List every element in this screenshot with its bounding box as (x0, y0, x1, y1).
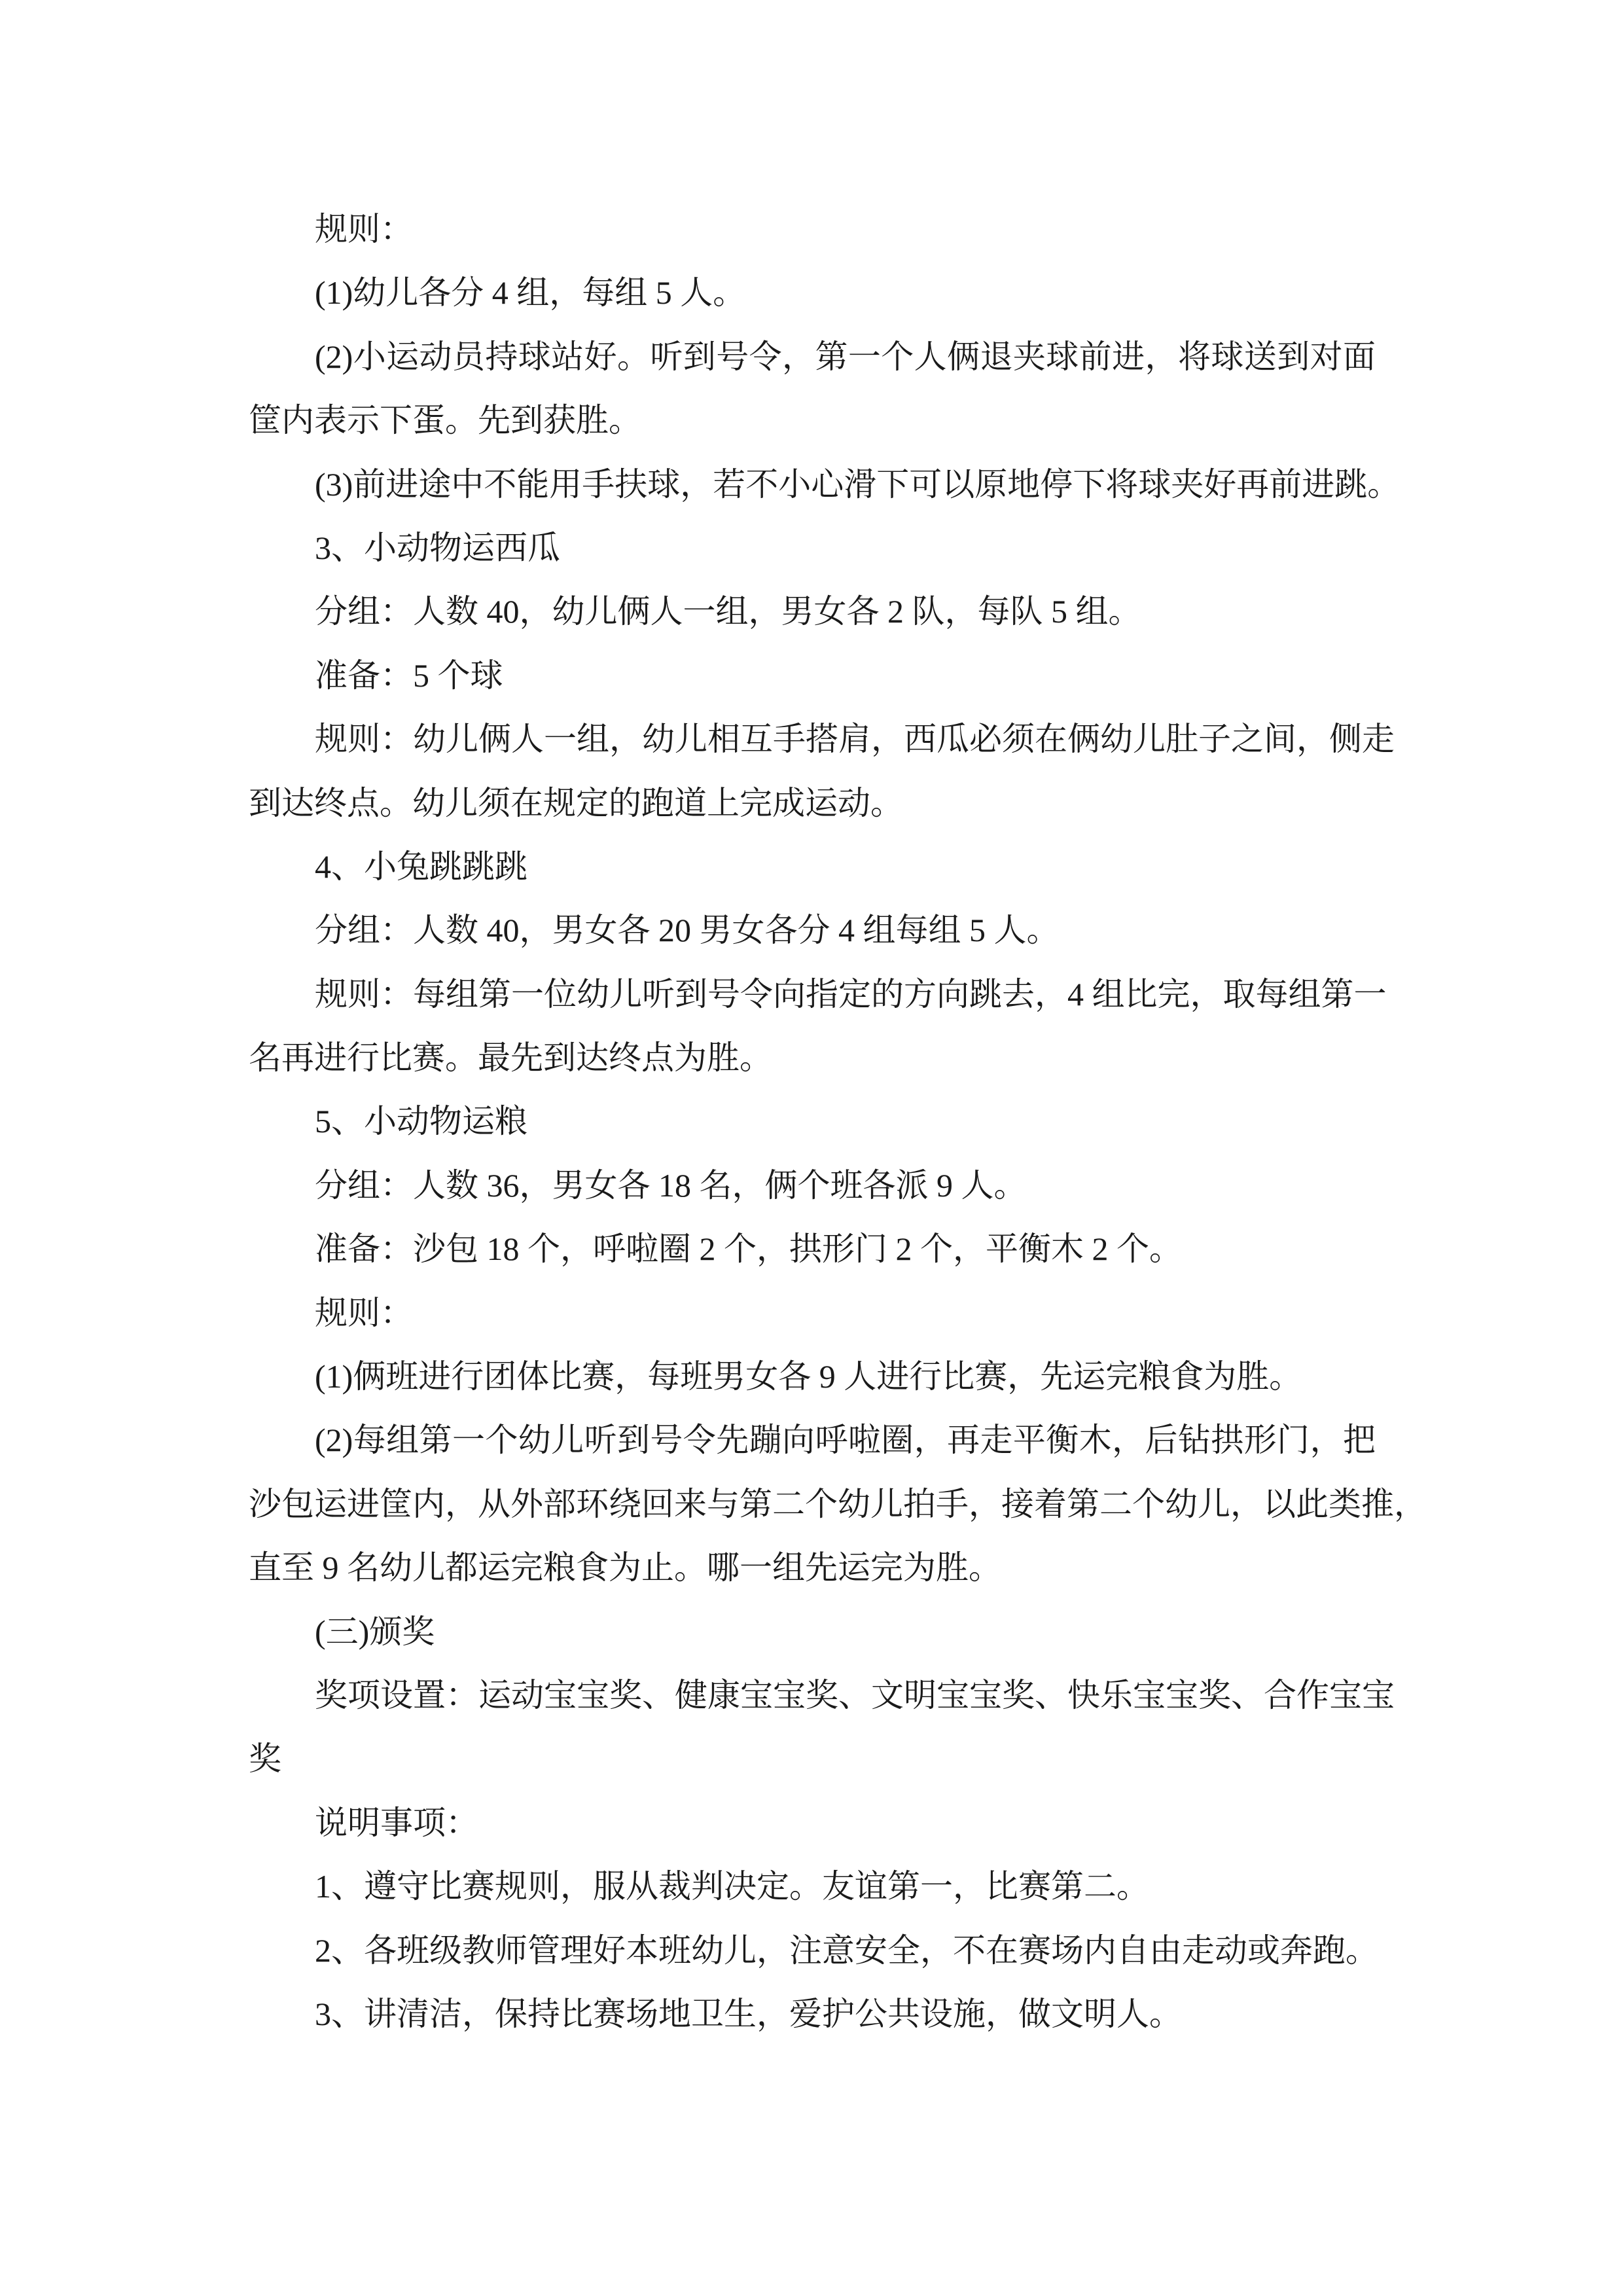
text-line: 筐内表示下蛋。先到获胜。 (249, 402, 641, 439)
text-line: 直至 9 名幼儿都运完粮食为止。哪一组先运完为胜。 (249, 1549, 1001, 1587)
text-line: 奖 (249, 1740, 281, 1778)
text-line: 到达终点。幼儿须在规定的跑道上完成运动。 (249, 784, 903, 821)
section-heading-awards (249, 1600, 1376, 1664)
event-grouping (249, 1154, 1376, 1217)
text-line: (1)幼儿各分 4 组，每组 5 人。 (315, 274, 746, 312)
event-rules (249, 708, 1395, 835)
text-line: 分组：人数 40，幼儿俩人一组，男女各 2 队，每队 5 组。 (315, 593, 1141, 630)
event-title-5 (249, 1090, 1376, 1153)
rule-item-1 (249, 261, 1376, 325)
text-line: 规则：每组第一位幼儿听到号令向指定的方向跳去，4 组比完，取每组第一 (315, 975, 1387, 1013)
text-line: 奖项设置：运动宝宝奖、健康宝宝奖、文明宝宝奖、快乐宝宝奖、合作宝宝 (315, 1676, 1395, 1713)
text-line: (3)前进途中不能用手扶球，若不小心滑下可以原地停下将球夹好再前进跳。 (315, 465, 1400, 503)
event-grouping (249, 899, 1376, 962)
text-line: 1、遵守比赛规则，服从裁判决定。友谊第一，比赛第二。 (315, 1868, 1149, 1905)
document-body (249, 198, 1427, 2046)
rules-heading (249, 1282, 1376, 1345)
event-preparation (249, 644, 1376, 708)
text-line: 准备：沙包 18 个，呼啦圈 2 个，拱形门 2 个，平衡木 2 个。 (315, 1230, 1182, 1268)
text-line: 规则：幼儿俩人一组，幼儿相互手搭肩，西瓜必须在俩幼儿肚子之间，侧走 (315, 721, 1395, 758)
text-line: (三)颁奖 (315, 1613, 435, 1650)
rule-item-2 (249, 1408, 1427, 1600)
notes-heading (249, 1791, 1376, 1855)
text-line: 4、小兔跳跳跳 (315, 848, 527, 885)
rule-item-1 (249, 1345, 1376, 1408)
note-item-3 (249, 1982, 1376, 2046)
text-line: 说明事项： (315, 1804, 478, 1841)
rule-item-3 (249, 453, 1400, 516)
note-item-2 (249, 1919, 1376, 1982)
text-line: 准备：5 个球 (315, 656, 503, 694)
event-title-4 (249, 835, 1376, 899)
text-line: 规则： (315, 211, 413, 247)
text-line: 分组：人数 36，男女各 18 名，俩个班各派 9 人。 (315, 1166, 1027, 1204)
text-line: 规则： (315, 1294, 413, 1331)
text-line: 名再进行比赛。最先到达终点为胜。 (249, 1039, 772, 1077)
event-grouping (249, 580, 1376, 643)
text-line: (2)每组第一个幼儿听到号令先蹦向呼啦圈，再走平衡木，后钻拱形门，把 (315, 1422, 1376, 1459)
rules-heading (249, 198, 1376, 261)
text-line: 分组：人数 40，男女各 20 男女各分 4 组每组 5 人。 (315, 912, 1060, 949)
text-line: 5、小动物运粮 (315, 1103, 527, 1140)
text-line: 3、讲清洁，保持比赛场地卫生，爱护公共设施，做文明人。 (315, 1995, 1182, 2032)
text-line: (2)小运动员持球站好。听到号令，第一个人俩退夹球前进，将球送到对面 (315, 338, 1376, 375)
event-preparation (249, 1217, 1376, 1281)
text-line: 2、各班级教师管理好本班幼儿，注意安全，不在赛场内自由走动或奔跑。 (315, 1931, 1378, 1969)
award-categories (249, 1664, 1395, 1791)
note-item-1 (249, 1855, 1376, 1918)
text-line: 3、小动物运西瓜 (315, 529, 560, 566)
event-rules (249, 963, 1387, 1090)
text-line: 沙包运进筐内，从外部环绕回来与第二个幼儿拍手，接着第二个幼儿，以此类推， (249, 1485, 1427, 1522)
rule-item-2 (249, 325, 1376, 453)
event-title-3 (249, 516, 1376, 580)
text-line: (1)俩班进行团体比赛，每班男女各 9 人进行比赛，先运完粮食为胜。 (315, 1358, 1302, 1395)
